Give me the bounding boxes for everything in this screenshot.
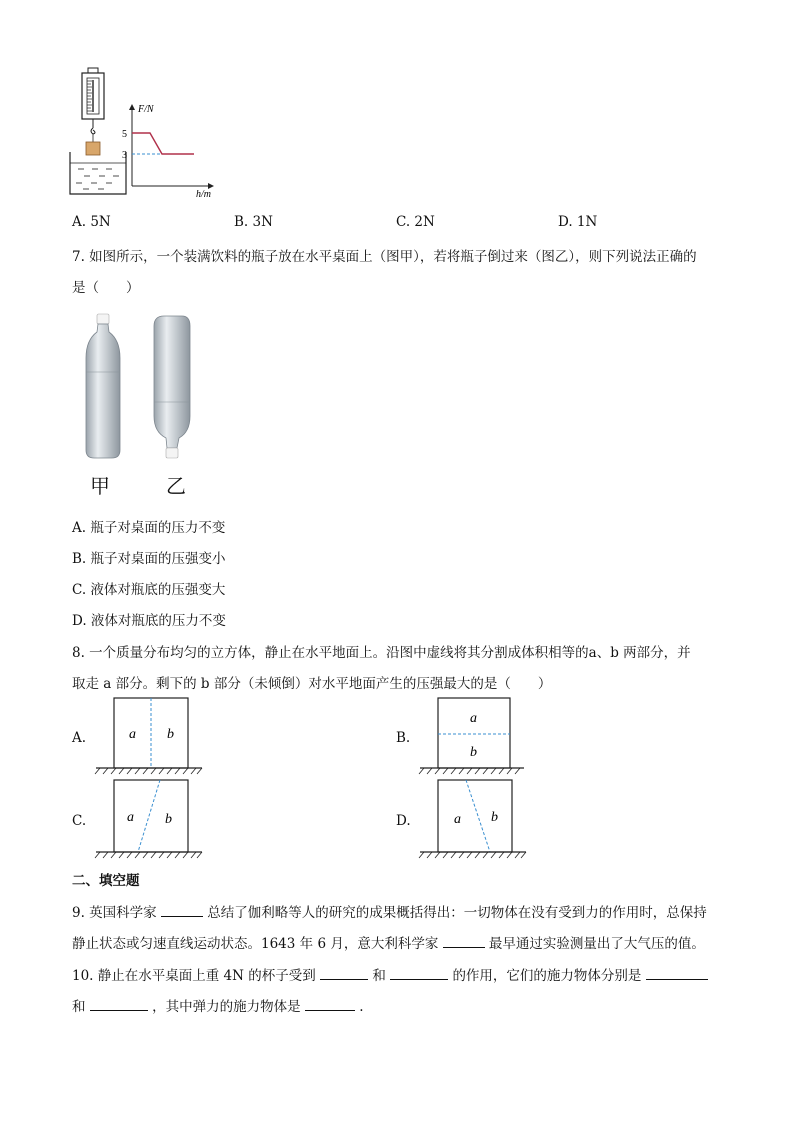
bottle-label-yi: 乙 [166,474,186,498]
q7-option-c[interactable]: C. 液体对瓶底的压强变大 [72,582,226,598]
q10-text-2: 和 [372,968,386,984]
part-a-label: a [470,711,477,726]
q9-text-3: 静止状态或匀速直线运动状态。1643 年 6 月，意大利科学家 [72,936,439,952]
q8-stem-line2: 取走 a 部分。剩下的 b 部分（未倾倒）对水平地面产生的压强最大的是（ ） [72,676,552,692]
q10-blank-3[interactable] [646,967,708,980]
q8-option-d-letter[interactable]: D. [396,813,411,829]
y-axis-label: F/N [138,104,154,115]
q7-option-d[interactable]: D. 液体对瓶底的压力不变 [72,613,226,629]
q9-line1 [72,901,707,921]
q6-figure [66,66,226,200]
tick-5-label: 5 [122,129,127,140]
q6-option-b[interactable]: B. 3N [234,214,273,230]
q10-text-6: . [359,999,364,1015]
q8-option-d-figure[interactable] [418,778,530,866]
q6-option-a[interactable]: A. 5N [72,214,111,230]
q9-text-2: 总结了伽利略等人的研究的成果概括得出：一切物体在没有受到力的作用时，总保持 [207,905,707,921]
spring-scale-diagram [66,66,226,200]
part-a-label: a [129,727,136,742]
q8-option-c-figure[interactable] [94,778,206,866]
q10-text-1: 10. 静止在水平桌面上重 4N 的杯子受到 [72,968,316,984]
part-a-label: a [127,810,134,825]
q9-text-1: 9. 英国科学家 [72,905,157,921]
q10-line2 [72,995,363,1015]
part-a-label: a [454,812,461,827]
q10-line1 [72,964,708,984]
q9-text-4: 最早通过实验测量出了大气压的值。 [488,936,705,952]
q8-option-a-letter[interactable]: A. [72,730,87,746]
q10-blank-5[interactable] [305,998,355,1011]
section-title: 二、填空题 [72,873,140,889]
q7-stem-line2: 是（ ） [72,280,140,296]
q7-option-a[interactable]: A. 瓶子对桌面的压力不变 [72,520,226,536]
q8-option-c-letter[interactable]: C. [72,813,87,829]
q10-text-5: ，其中弹力的施力物体是 [152,999,301,1015]
q10-blank-1[interactable] [320,967,368,980]
bottle-label-jia: 甲 [90,474,110,498]
q10-text-4: 和 [72,999,86,1015]
q7-stem-line1: 7. 如图所示，一个装满饮料的瓶子放在水平桌面上（图甲），若将瓶子倒过来（图乙），则下列说法正确的 [72,249,697,265]
part-b-label: b [470,745,477,760]
q10-blank-2[interactable] [390,967,448,980]
q9-line2 [72,932,705,952]
q8-option-b-figure[interactable] [418,696,530,782]
q6-option-c[interactable]: C. 2N [396,214,435,230]
q8-stem-line1: 8. 一个质量分布均匀的立方体，静止在水平地面上。沿图中虚线将其分割成体积相等的a、b 两部分，并 [72,645,691,661]
q8-option-b-letter[interactable]: B. [396,730,411,746]
q7-bottles-figure [76,310,206,500]
q9-blank-1[interactable] [161,904,203,917]
q8-option-a-figure[interactable] [94,696,206,782]
q10-text-3: 的作用，它们的施力物体分别是 [452,968,642,984]
q9-blank-2[interactable] [443,935,485,948]
q6-option-d[interactable]: D. 1N [558,214,598,230]
q10-blank-4[interactable] [90,998,148,1011]
part-b-label: b [165,812,172,827]
part-b-label: b [167,727,174,742]
q7-option-b[interactable]: B. 瓶子对桌面的压强变小 [72,551,226,567]
tick-3-label: 3 [122,150,127,161]
x-axis-label: h/m [196,189,211,200]
part-b-label: b [491,810,498,825]
